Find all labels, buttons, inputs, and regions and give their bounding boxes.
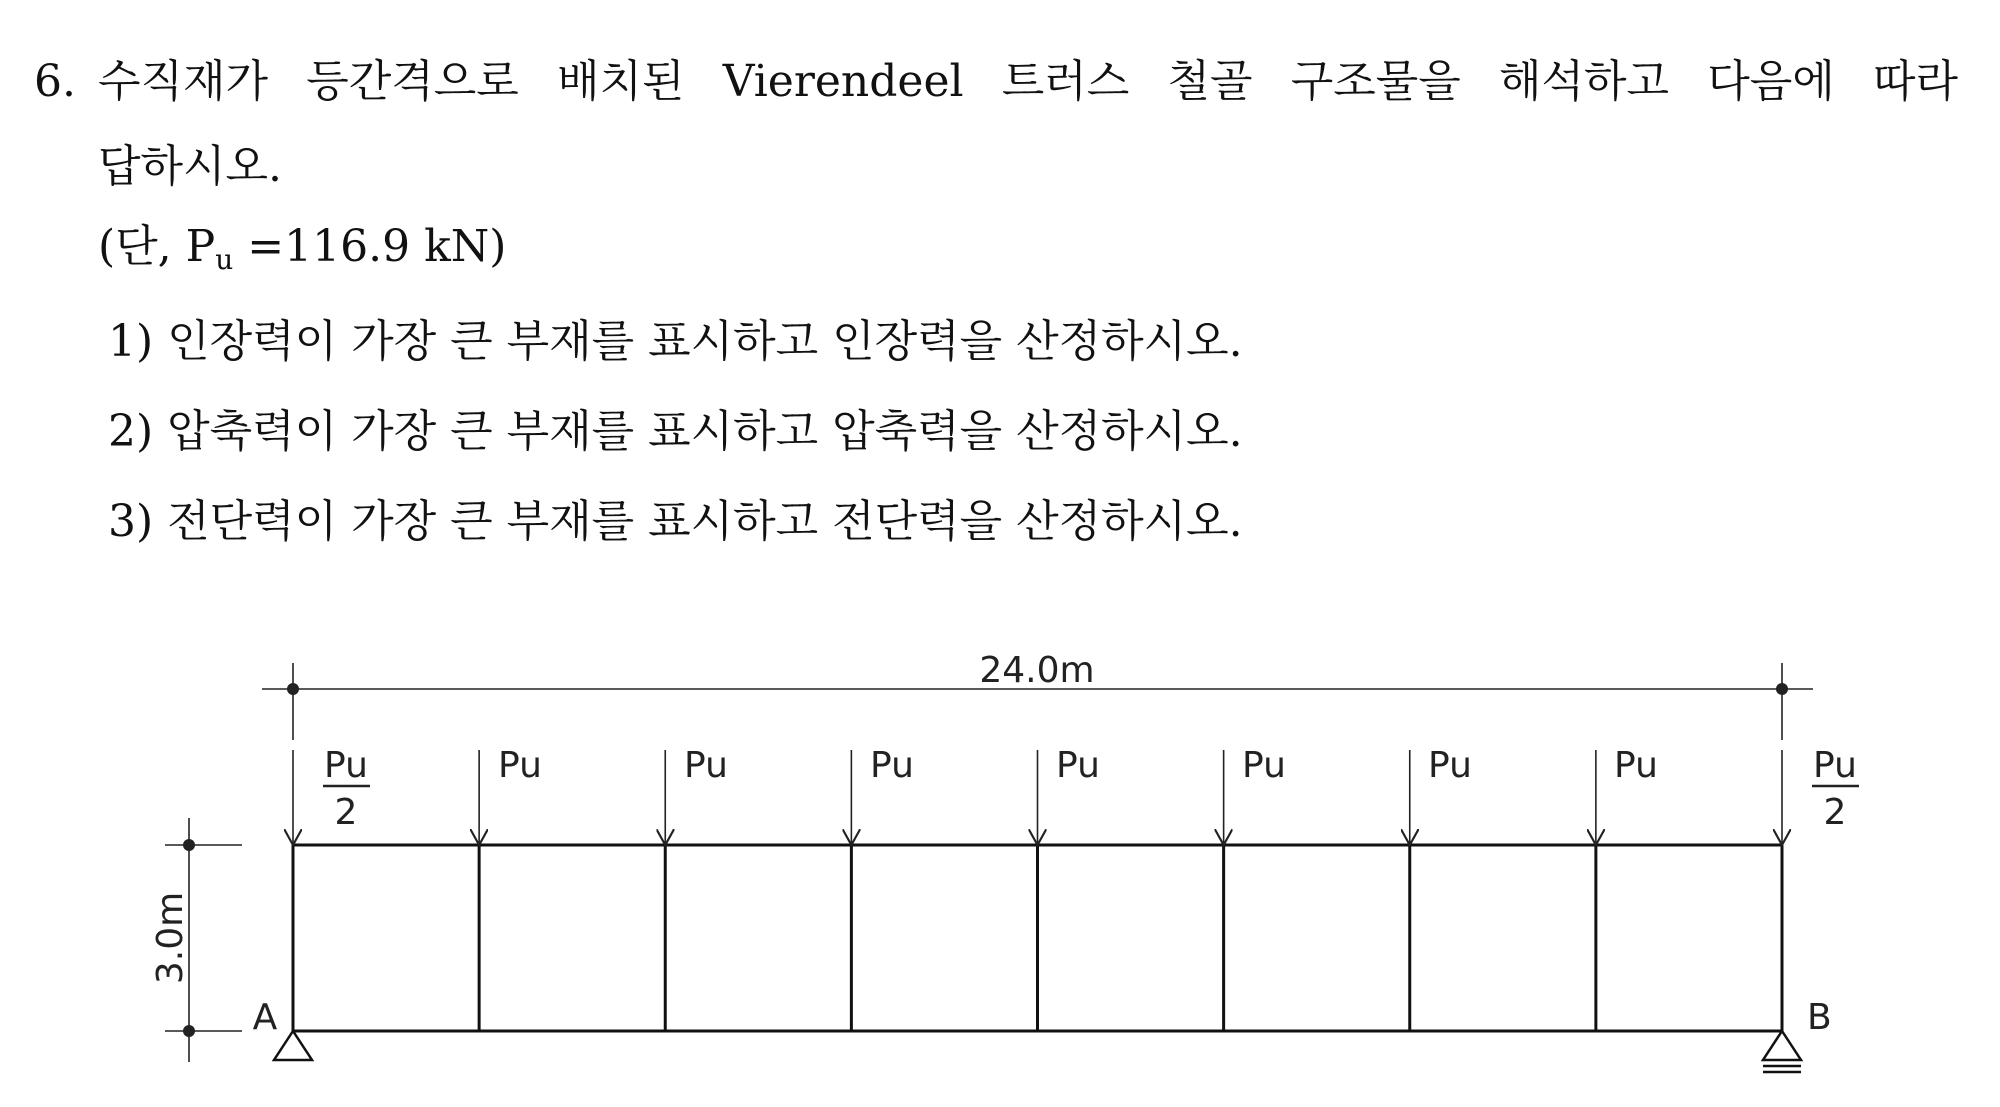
half-load-right: [1812, 745, 1859, 833]
support-a-label: A: [252, 997, 278, 1038]
span-dimension: [262, 650, 1813, 740]
sub-question-2: 2) 압축력이 가장 큰 부재를 표시하고 압축력을 산정하시오.: [108, 406, 1243, 457]
load-label: Pu: [1242, 745, 1286, 786]
condition-symbol: P: [185, 221, 216, 272]
load-label: Pu: [1614, 745, 1658, 786]
half-load-left: [323, 745, 370, 833]
roller-support-b: [1763, 997, 1832, 1072]
load-label: Pu: [498, 745, 542, 786]
sub-question-1: 1) 인장력이 가장 큰 부재를 표시하고 인장력을 산정하시오.: [108, 316, 1243, 367]
span-label: 24.0m: [979, 650, 1095, 691]
load-label: Pu: [684, 745, 728, 786]
sub-question-3: 3) 전단력이 가장 큰 부재를 표시하고 전단력을 산정하시오.: [108, 496, 1243, 547]
half-load-denominator-left: 2: [334, 792, 358, 833]
height-dimension: [150, 818, 242, 1062]
half-load-denominator-right: 2: [1823, 792, 1847, 833]
question-text-line1: 수직재가 등간격으로 배치된 Vierendeel 트러스 철골 구조물을 해석하고 다음에 따라: [98, 56, 1958, 107]
condition-prefix: (단,: [98, 221, 186, 272]
half-load-numerator-left: Pu: [324, 745, 368, 786]
pin-support-a: [253, 997, 312, 1060]
condition-subscript: u: [215, 243, 234, 276]
vertical-members: [293, 845, 1782, 1031]
half-load-numerator-right: Pu: [1813, 745, 1857, 786]
load-label: Pu: [1428, 745, 1472, 786]
load-label: Pu: [870, 745, 914, 786]
height-label: 3.0m: [150, 891, 191, 985]
question-number: 6.: [34, 56, 76, 107]
load-label: Pu: [1056, 745, 1100, 786]
support-b-label: B: [1807, 997, 1832, 1038]
question-text-line2: 답하시오.: [98, 141, 283, 192]
condition-value: =116.9 kN): [233, 221, 507, 272]
